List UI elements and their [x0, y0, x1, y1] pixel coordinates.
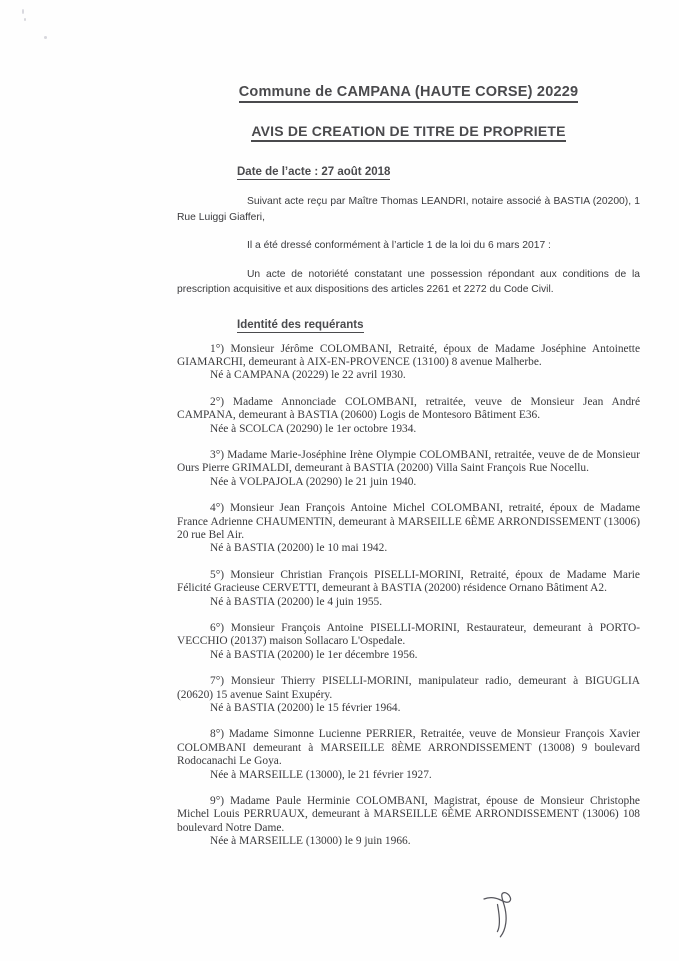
document-subtitle-text: AVIS DE CREATION DE TITRE DE PROPRIETE — [251, 123, 565, 142]
applicant-entry — [177, 449, 640, 489]
intro-paragraph-notary: Suivant acte reçu par Maître Thomas LEANDRI, notaire associé à BASTIA (20200), 1 Rue Luiggi Giafferi, — [177, 196, 640, 223]
document-subtitle — [177, 123, 640, 139]
applicants-list — [177, 343, 640, 849]
applicant-birth: Née à VOLPAJOLA (20290) le 21 juin 1940. — [210, 475, 417, 488]
scan-speckle — [22, 9, 24, 14]
intro-paragraph-notoriety: Un acte de notoriété constatant une possession répondant aux conditions de la prescription acquisitive et aux dispositions des articles 2261 et 2272 du Code Civil. — [177, 268, 640, 295]
scan-speckle — [44, 36, 47, 39]
intro-paragraph-law: Il a été dressé conformément à l’article 1 de la loi du 6 mars 2017 : — [247, 240, 551, 251]
applicant-entry — [177, 728, 640, 782]
applicant-entry — [177, 622, 640, 662]
applicant-entry — [177, 675, 640, 715]
applicant-description: 5°) Monsieur Christian François PISELLI-MORINI, Retraité, époux de Madame Marie Félicité Gracieuse CERVETTI, demeurant à BASTIA (20200) résidence Ornano Bâtiment A2. — [177, 568, 640, 595]
applicant-description: 8°) Madame Simonne Lucienne PERRIER, Retraitée, veuve de Monsieur François Xavier COLOMBANI demeurant à MARSEILLE 8ÈME ARRONDISSEMENT (13008) 9 boulevard Rodocanachi Le Goya. — [177, 728, 640, 768]
applicant-birth: Né à BASTIA (20200) le 15 février 1964. — [210, 702, 401, 715]
applicant-birth: Née à SCOLCA (20290) le 1er octobre 1934. — [210, 422, 417, 435]
section-heading-text: Identité des requérants — [237, 318, 364, 331]
scan-speckle — [24, 18, 26, 21]
applicant-birth: Née à MARSEILLE (13000) le 9 juin 1966. — [210, 835, 411, 848]
applicant-birth: Née à MARSEILLE (13000), le 21 février 1927. — [210, 768, 432, 781]
applicant-description: 4°) Monsieur Jean François Antoine Michel COLOMBANI, retraité, époux de Madame France Adrienne CHAUMENTIN, demeurant à MARSEILLE 6ÈME ARRONDISSEMENT (13006) 20 rue Bel Air. — [177, 502, 640, 541]
applicant-entry — [177, 502, 640, 556]
document-content — [177, 0, 640, 862]
applicant-birth: Né à BASTIA (20200) le 4 juin 1955. — [210, 595, 383, 608]
applicant-entry — [177, 396, 640, 436]
applicant-description: 3°) Madame Marie-Joséphine Irène Olympie COLOMBANI, retraitée, veuve de de Monsieur Ours Pierre GRIMALDI, demeurant à BASTIA (20200) Villa Saint François Rue Nocellu. — [177, 448, 640, 475]
intro-block — [177, 194, 640, 298]
signature-mark — [476, 885, 536, 947]
applicant-entry — [177, 343, 640, 383]
applicant-description: 6°) Monsieur François Antoine PISELLI-MORINI, Restaurateur, demeurant à PORTO-VECCHIO (20137) maison Sollacaro L'Ospedale. — [177, 622, 640, 648]
applicant-birth: Né à BASTIA (20200) le 1er décembre 1956. — [210, 648, 418, 661]
applicant-description: 7°) Monsieur Thierry PISELLI-MORINI, manipulateur radio, demeurant à BIGUGLIA (20620) 15 avenue Saint Exupéry. — [177, 675, 640, 701]
applicant-entry — [177, 569, 640, 609]
applicant-birth: Né à CAMPANA (20229) le 22 avril 1930. — [210, 369, 406, 382]
applicant-entry — [177, 795, 640, 849]
document-title — [177, 84, 640, 100]
document-title-text: Commune de CAMPANA (HAUTE CORSE) 20229 — [239, 84, 579, 103]
applicant-description: 2°) Madame Annonciade COLOMBANI, retraitée, veuve de Monsieur Jean André CAMPANA, demeurant à BASTIA (20600) Logis de Montesoro Bâtiment E36. — [177, 395, 640, 422]
applicant-description: 9°) Madame Paule Herminie COLOMBANI, Magistrat, épouse de Monsieur Christophe Michel Louis PERRUAUX, demeurant à MARSEILLE 6ÈME ARRONDISSEMENT (13006) 108 boulevard Notre Dame. — [177, 795, 640, 834]
applicant-birth: Né à BASTIA (20200) le 10 mai 1942. — [210, 542, 388, 555]
applicant-description: 1°) Monsieur Jérôme COLOMBANI, Retraité, époux de Madame Joséphine Antoinette GIAMARCHI, demeurant à AIX-EN-PROVENCE (13100) 8 avenue Malherbe. — [177, 342, 640, 368]
act-date-text: Date de l’acte : 27 août 2018 — [237, 166, 391, 178]
section-heading-applicants — [237, 319, 640, 331]
act-date-line — [237, 166, 640, 178]
